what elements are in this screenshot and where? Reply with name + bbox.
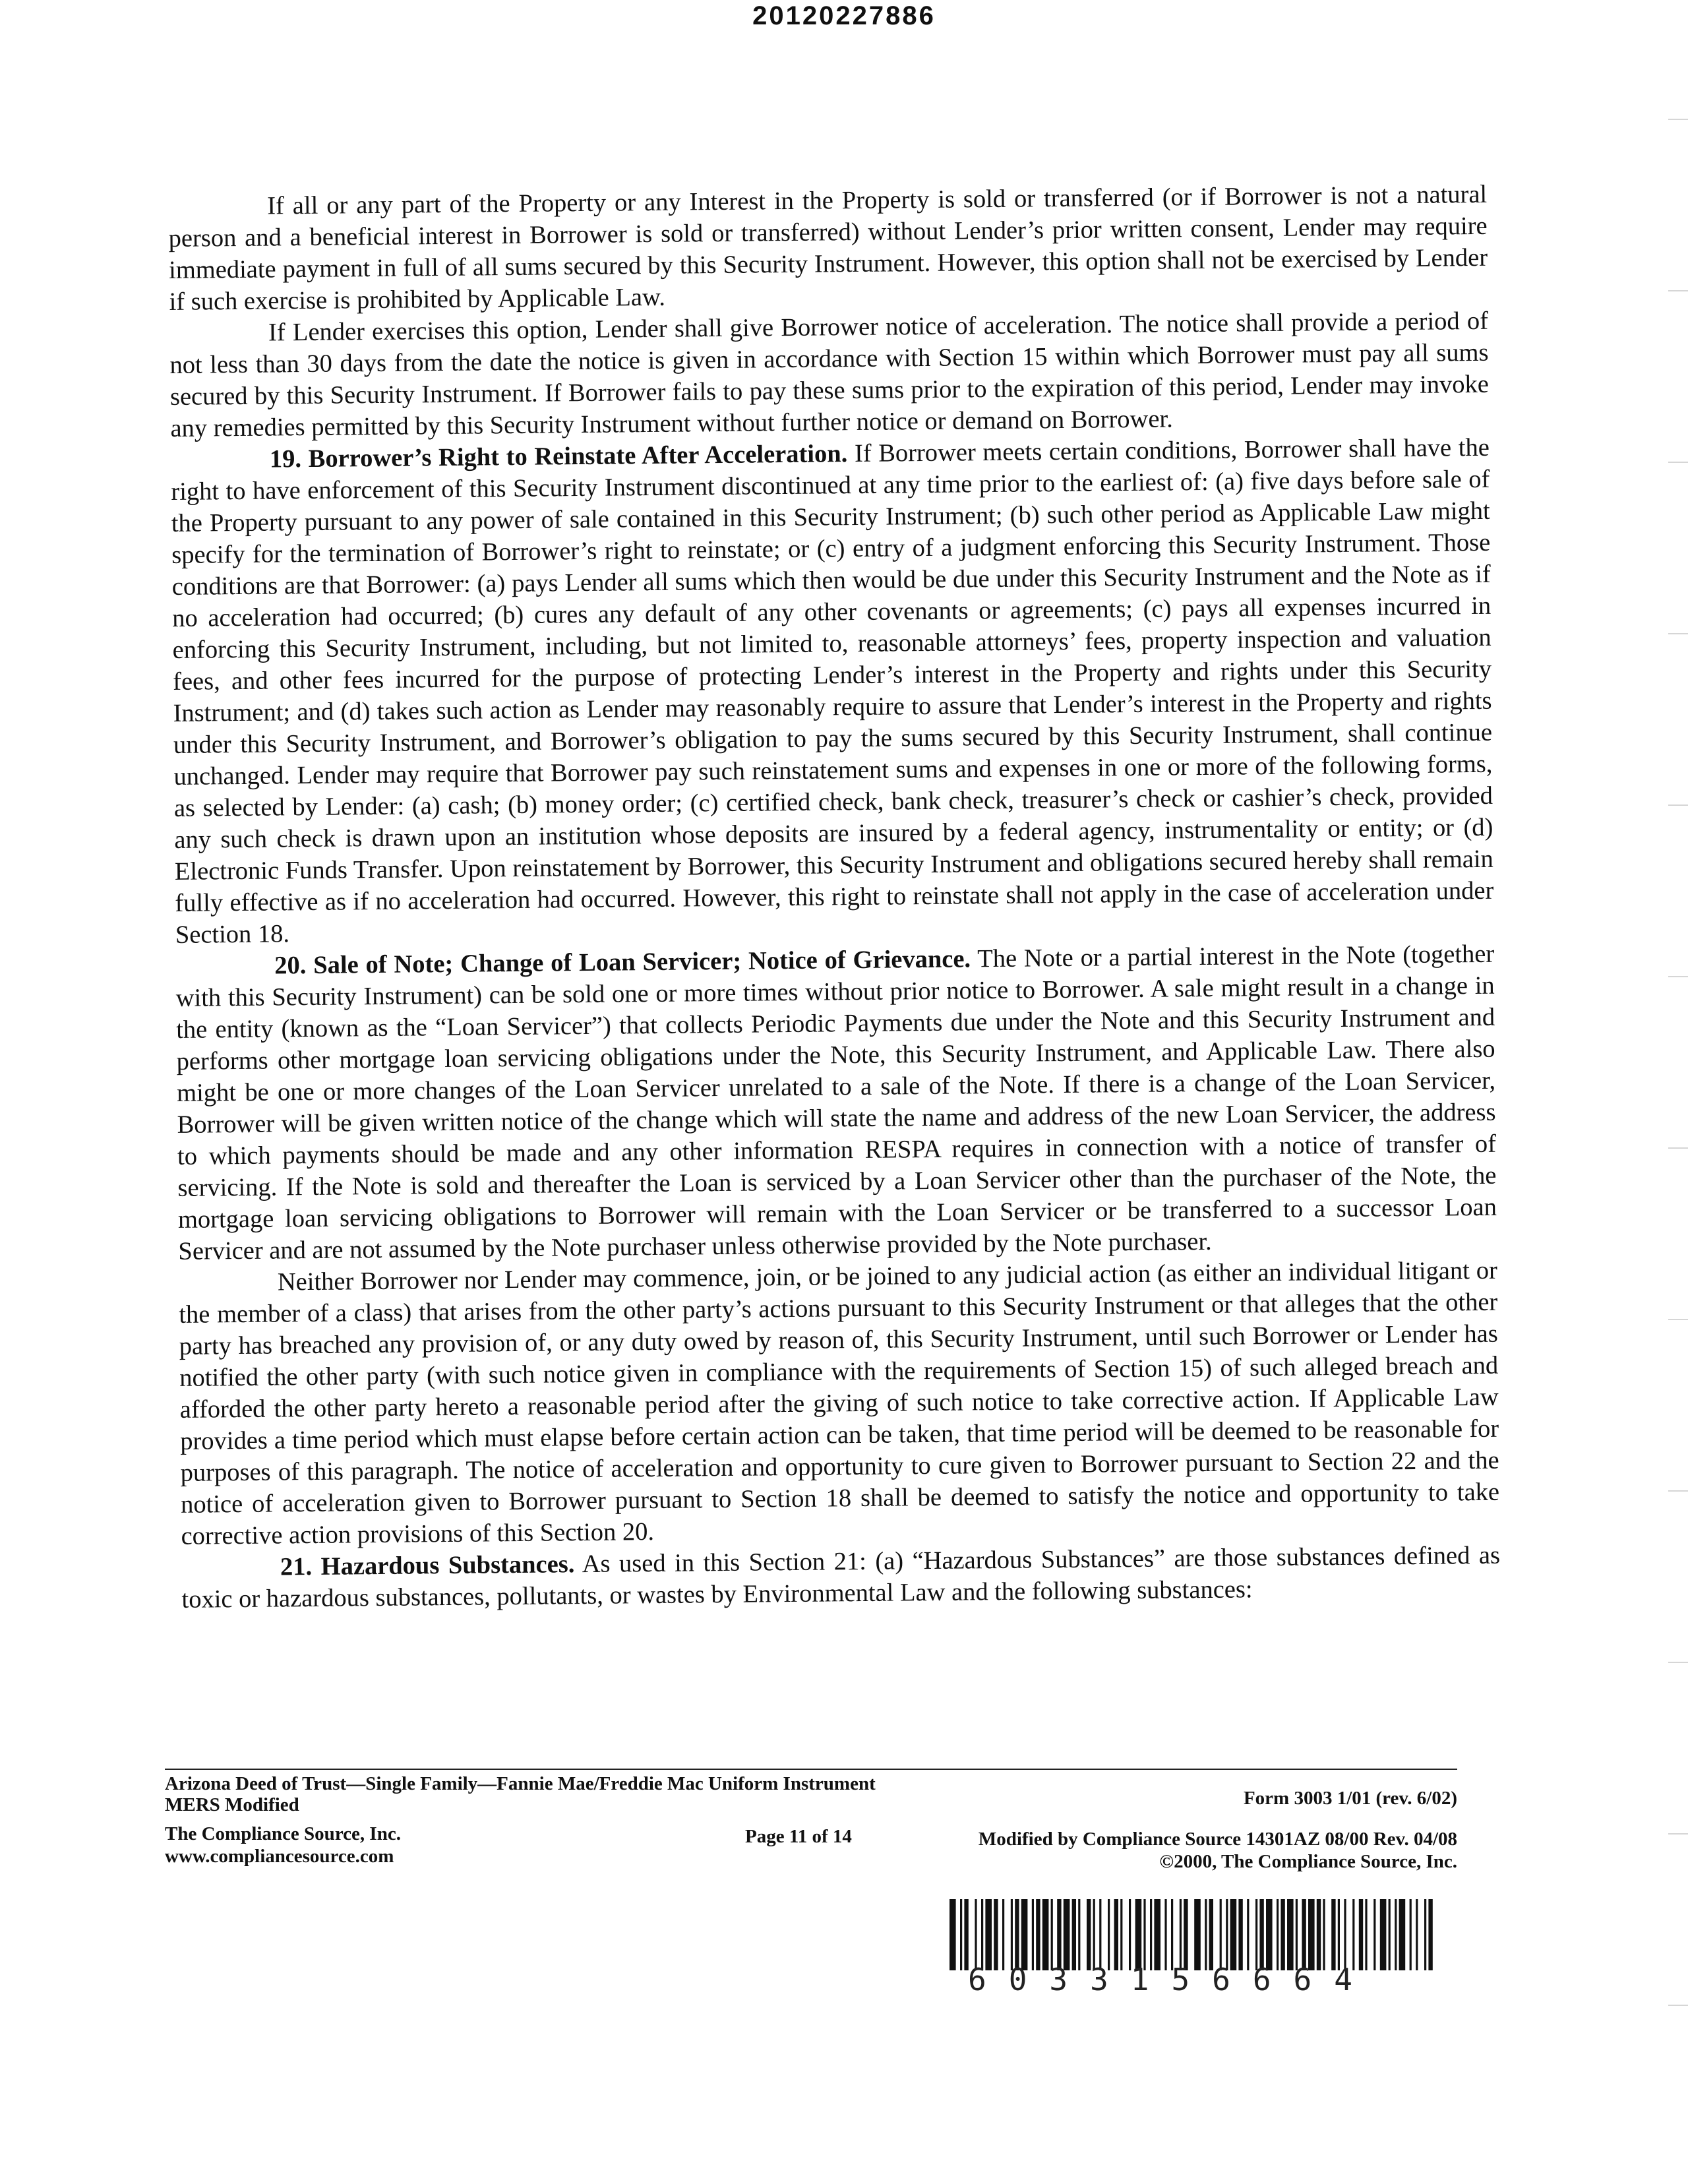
barcode-bar — [1143, 1899, 1145, 1970]
barcode-bar — [1087, 1899, 1091, 1970]
barcode-bar — [1230, 1899, 1237, 1970]
barcode-bar — [1120, 1899, 1122, 1970]
form-number: Form 3003 1/01 (rev. 6/02) — [1243, 1788, 1457, 1809]
barcode-bar — [981, 1899, 983, 1970]
barcode-bar — [1108, 1899, 1110, 1970]
paragraph — [175, 938, 1497, 1267]
barcode-bar — [1331, 1899, 1335, 1970]
barcode-bar — [1064, 1899, 1070, 1970]
barcode-bar — [1078, 1899, 1080, 1970]
barcode-bar — [1344, 1899, 1346, 1970]
barcode-bar — [950, 1899, 956, 1970]
barcode-bar — [1150, 1899, 1152, 1970]
barcode-bar — [1323, 1899, 1325, 1970]
paragraph-text: If Lender exercises this option, Lender shall give Borrower notice of acceleration. The notice shall provide a period of not less than 30 days from the date the notice is given in accordance with Section 15 within which Borrower must pay all sums secured by this Security Instrument. If Borrower fails to pay these sums prior to the expiration of this period, Lender may invoke any remedies permitted by this Security Instrument without further notice or demand on Borrower. — [169, 307, 1490, 442]
barcode-bar — [1238, 1899, 1242, 1970]
barcode-bar — [1247, 1899, 1249, 1970]
scan-edge-marks — [1668, 40, 1688, 2150]
paragraph-text: Neither Borrower nor Lender may commence, join, or be joined to any judicial action (as either an individual litigant or the member of a class) that arises from the other party’s actions pursuant to this Security Instrument or that alleges that the other party has breached any provision of, or any duty owed by reason of, this Security Instrument, until such Borrower or Lender has notified the other party (with such notice given in compliance with the requirements of Section 15) of such alleged breach and afforded the other party hereto a reasonable period after the giving of such notice to take corrective action. If Applicable Law provides a time period which must elapse before certain action can be taken, that time period will be deemed to be reasonable for purposes of this paragraph. The notice of acceleration and opportunity to cure given to Borrower pursuant to Section 22 and the notice of acceleration given to Borrower pursuant to Section 18 shall be deemed to satisfy the notice and opportunity to take corrective action provisions of this Section 20. — [179, 1256, 1500, 1550]
paragraph-text: The Note or a partial interest in the Note (together with this Security Instrument) can be sold one or more times without prior notice to Borrower. A sale might result in a change in the entity (known as the “Loan Servicer”) that collects Periodic Payments due under the Note and this Security Instrument and performs other mortgage loan servicing obligations under the Note, this Security Instrument, and Applicable Law. There also might be one or more changes of the Loan Servicer unrelated to a sale of the Note. If there is a change of the Loan Servicer, Borrower will be given written notice of the change which will state the name and address of the new Loan Servicer, the address to which payments should be made and any other information RESPA requires in connection with a notice of transfer of servicing. If the Note is sold and thereafter the Loan is serviced by a Loan Servicer other than the purchaser of the Note, the mortgage loan servicing obligations to Borrower will remain with the Loan Servicer or be transferred to a successor Loan Servicer and are not assumed by the Note purchaser unless otherwise provided by the Note purchaser. — [175, 940, 1497, 1265]
barcode-bar — [1164, 1899, 1166, 1970]
page-footer — [165, 1773, 1457, 1885]
barcode-bar — [1259, 1899, 1263, 1970]
paragraph — [169, 305, 1490, 444]
barcode-bar — [1380, 1899, 1387, 1970]
barcode-bar — [975, 1899, 977, 1970]
barcode-bar — [1428, 1899, 1432, 1970]
barcode-bar — [1036, 1899, 1040, 1970]
company-website: www.compliancesource.com — [165, 1846, 394, 1867]
barcode-bar — [1287, 1899, 1294, 1970]
barcode-bar — [1135, 1899, 1142, 1970]
barcode-bar — [1180, 1899, 1182, 1970]
company-name: The Compliance Source, Inc. — [165, 1823, 401, 1844]
section-heading: 20. Sale of Note; Change of Loan Servicer; Notice of Grievance. — [274, 945, 971, 980]
barcode-bar — [960, 1899, 962, 1970]
barcode-bar — [1389, 1899, 1391, 1970]
barcode-bar — [1051, 1899, 1053, 1970]
paragraph — [179, 1255, 1500, 1552]
barcode-bar — [1365, 1899, 1367, 1970]
barcode-bar — [1373, 1899, 1375, 1970]
barcode-icon — [950, 1899, 1437, 1970]
barcode-bar — [1129, 1899, 1131, 1970]
barcode-bar — [1416, 1899, 1418, 1970]
barcode-bar — [1171, 1899, 1173, 1970]
document-body — [168, 179, 1501, 1616]
barcode-bar — [1317, 1899, 1321, 1970]
barcode-bar — [985, 1899, 992, 1970]
barcode-bar — [1255, 1899, 1257, 1970]
section-heading: 21. Hazardous Substances. — [280, 1550, 575, 1581]
modification-notice — [979, 1828, 1457, 1873]
barcode-bar — [1015, 1899, 1019, 1970]
barcode-bar — [1302, 1899, 1306, 1970]
barcode-bar — [1072, 1899, 1076, 1970]
barcode-bar — [1296, 1899, 1298, 1970]
copyright: ©2000, The Compliance Source, Inc. — [1159, 1851, 1457, 1872]
paragraph — [168, 179, 1488, 318]
barcode-bar — [1093, 1899, 1095, 1970]
barcode-bar — [1395, 1899, 1397, 1970]
paragraph-text: If all or any part of the Property or any Interest in the Property is sold or transferred (or if Borrower is not a natural person and a beneficial interest in Borrower is sold or transferred) without Lender’s prior written consent, Lender may require immediate payment in full of all sums secured by this Security Instrument. However, this option shall not be exercised by Lender if such exercise is prohibited by Applicable Law. — [168, 180, 1488, 316]
barcode-bar — [1002, 1899, 1004, 1970]
barcode-bar — [1021, 1899, 1028, 1970]
barcode-bar — [1410, 1899, 1412, 1970]
recording-number: 20120227886 — [752, 1, 936, 30]
form-title: Arizona Deed of Trust—Single Family—Fannie Mae/Freddie Mac Uniform Instrument — [165, 1773, 876, 1794]
barcode-bar — [1338, 1899, 1340, 1970]
barcode-bar — [1011, 1899, 1013, 1970]
barcode-bar — [1399, 1899, 1406, 1970]
barcode-bar — [1359, 1899, 1363, 1970]
footer-divider — [165, 1769, 1457, 1770]
paragraph — [181, 1540, 1501, 1616]
barcode-bar — [1226, 1899, 1228, 1970]
barcode-bar — [1154, 1899, 1160, 1970]
barcode-bar — [1057, 1899, 1061, 1970]
barcode-bar — [1277, 1899, 1279, 1970]
form-variant: MERS Modified — [165, 1794, 299, 1815]
barcode-bar — [1032, 1899, 1034, 1970]
barcode-bar — [1281, 1899, 1284, 1970]
paragraph-text: As used in this Section 21: (a) “Hazardous Substances” are those substances defined as toxic or hazardous substances, pollutants, or wastes by Environmental Law and the following substances: — [181, 1541, 1501, 1614]
barcode-bar — [1205, 1899, 1207, 1970]
barcode-bar — [1220, 1899, 1222, 1970]
paragraph — [171, 432, 1494, 951]
barcode-digits: 6033156664 — [968, 1962, 1375, 1997]
barcode-bar — [994, 1899, 998, 1970]
modified-by: Modified by Compliance Source 14301AZ 08/00 Rev. 04/08 — [978, 1829, 1457, 1850]
page-indicator: Page 11 of 14 — [745, 1826, 852, 1847]
paragraph-text: If Borrower meets certain conditions, Borrower shall have the right to have enforcement of this Security Instrument discontinued at any time prior to the earliest of: (a) five days before sale of the Property pursuant to any power of sale contained in this Security Instrument; (b) such other period as Applicable Law might specify for the termination of Borrower’s right to reinstate; or (c) entry of a judgment enforcing this Security Instrument. Those conditions are that Borrower: (a) pays Lender all sums which then would be due under this Security Instrument and the Note as if no acceleration had occurred; (b) cures any default of any other covenants or agreements; (c) pays all expenses incurred in enforcing this Security Instrument, including, but not limited to, reasonable attorneys’ fees, property inspection and valuation fees, and other fees incurred for the purpose of protecting Lender’s interest in the Property and rights under this Security Instrument; and (d) takes such action as Lender may reasonably require to assure that Lender’s interest in the Property and rights under this Security Instrument, and Borrower’s obligation to pay the sums secured by this Security Instrument, shall continue unchanged. Lender may require that Borrower pay such reinstatement sums and expenses in one or more of the following forms, as selected by Lender: (a) cash; (b) money order; (c) certified check, bank check, treasurer’s check or cashier’s check, provided any such check is drawn upon an institution whose deposits are insured by a federal agency, instrumentality or entity; or (d) Electronic Funds Transfer. Upon reinstatement by Borrower, this Security Instrument and obligations secured hereby shall remain fully effective as if no acceleration had occurred. However, this right to reinstate shall not apply in the case of acceleration under Section 18. — [171, 433, 1494, 949]
barcode-bar — [1308, 1899, 1315, 1970]
barcode-bar — [1209, 1899, 1213, 1970]
section-heading: 19. Borrower’s Right to Reinstate After Acceleration. — [269, 440, 848, 473]
barcode-bar — [1424, 1899, 1426, 1970]
barcode-bar — [1042, 1899, 1049, 1970]
barcode-bar — [1184, 1899, 1188, 1970]
barcode-bar — [964, 1899, 968, 1970]
barcode-bar — [1114, 1899, 1118, 1970]
barcode-bar — [1194, 1899, 1201, 1970]
barcode-bar — [1099, 1899, 1101, 1970]
barcode-bar — [1266, 1899, 1273, 1970]
barcode-bar — [1352, 1899, 1354, 1970]
